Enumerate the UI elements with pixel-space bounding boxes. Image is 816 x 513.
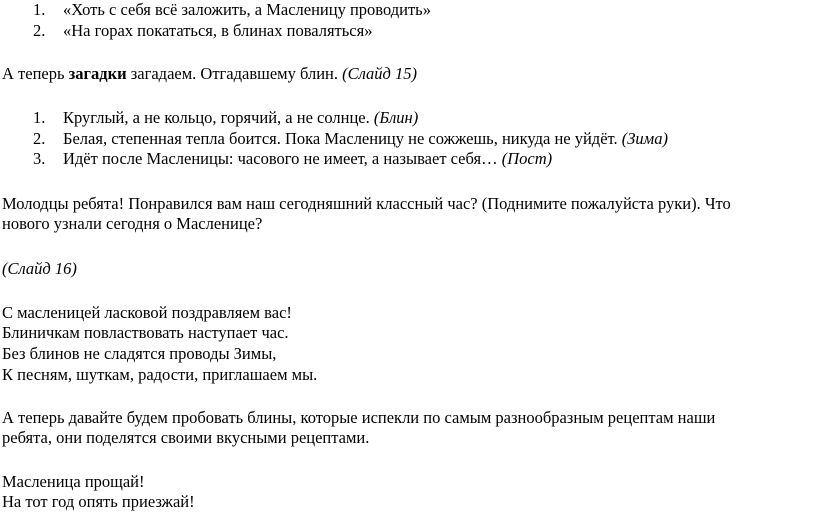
riddle-1-number: 1. [33, 108, 46, 127]
pancakes-line-2: ребята, они поделятся своими вкусными рецептами. [2, 428, 370, 447]
riddle-1 [63, 108, 418, 128]
poem-line-2: Блиничкам повластвовать наступает час. [2, 323, 289, 342]
pancakes-line-1: А теперь давайте будем пробовать блины, которые испекли по самым разнообразным рецептам наши [2, 408, 716, 427]
saying-2-number: 2. [33, 21, 46, 40]
riddles-intro [2, 64, 417, 84]
saying-1-text: «Хоть с себя всё заложить, а Масленицу проводить» [63, 0, 431, 19]
saying-1-number: 1. [33, 0, 46, 19]
question-line-1: Молодцы ребята! Понравился вам наш сегодняшний классный час? (Поднимите пожалуйста руки). Что [2, 194, 731, 213]
riddle-3-answer: (Пост) [501, 149, 553, 168]
riddle-2-number: 2. [33, 129, 46, 148]
riddles-intro-before: А теперь [2, 64, 69, 83]
poem-line-3: Без блинов не сладятся проводы Зимы, [2, 344, 277, 363]
riddle-3 [63, 149, 552, 169]
riddles-intro-bold: загадки [68, 64, 127, 83]
poem-line-1: С масленицей ласковой поздравляем вас! [2, 303, 292, 322]
slide-16-label: (Слайд 16) [2, 259, 77, 278]
riddle-3-number: 3. [33, 149, 46, 168]
riddles-intro-after: загадаем. Отгадавшему блин. [126, 64, 343, 83]
farewell-line-2: На тот год опять приезжай! [2, 492, 195, 511]
poem-line-4: К песням, шуткам, радости, приглашаем мы. [2, 365, 318, 384]
farewell-line-1: Масленица прощай! [2, 472, 145, 491]
riddle-2-text: Белая, степенная тепла боится. Пока Масленицу не сожжешь, никуда не уйдёт. [63, 129, 622, 148]
riddle-3-text: Идёт после Масленицы: часового не имеет, а называет себя… [63, 149, 502, 168]
riddle-2 [63, 129, 668, 149]
question-line-2: нового узнали сегодня о Масленице? [2, 214, 263, 233]
riddle-1-text: Круглый, а не кольцо, горячий, а не солнце. [63, 108, 374, 127]
saying-2-text: «На горах покататься, в блинах поваляться» [63, 21, 373, 40]
riddle-2-answer: (Зима) [621, 129, 668, 148]
slide-15-label: (Слайд 15) [342, 64, 417, 83]
riddle-1-answer: (Блин) [373, 108, 419, 127]
